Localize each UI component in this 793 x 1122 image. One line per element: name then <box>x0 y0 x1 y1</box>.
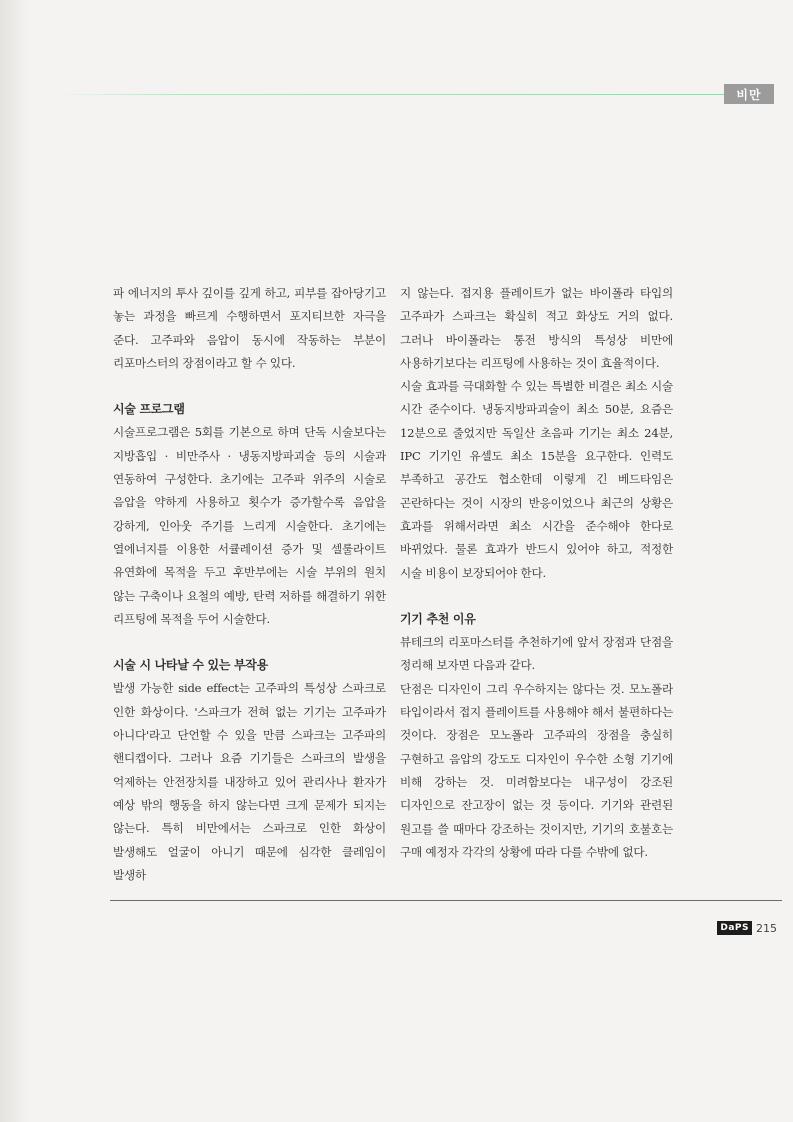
section-heading-recommendation: 기기 추천 이유 <box>400 611 476 626</box>
tip-paragraph: 시술 효과를 극대화할 수 있는 특별한 비결은 최소 시술 시간 준수이다. 냉동지방파괴술이 최소 50분, 요즘은 12분으로 줄었지만 독일산 초음파 기기는 최소 24분, IPC 기기인 유셀도 최소 15분을 요구한다. 인력도 부족하고 공간도 협소한데 이렇게 긴 베드타임은 곤란하다는 것이 시장의 반응이었으나 최근의 상황은 효과를 위해서라면 최소 시간을 준수해야 한다로 바뀌었다. 물론 효과가 반드시 있어야 하고, 적정한 시술 비용이 보장되어야 한다. <box>400 379 673 580</box>
page-number: 215 <box>756 921 777 935</box>
footer <box>717 921 777 935</box>
right-column <box>400 282 673 864</box>
page-gutter-shade <box>0 0 30 1122</box>
continuation-paragraph: 지 않는다. 접지용 플레이트가 없는 바이폴라 타입의 고주파가 스파크는 확실히 적고 화상도 거의 없다. 그러나 바이폴라는 통전 방식의 특성상 비만에 사용하기보다는 리프팅에 사용하는 것이 효율적이다. <box>400 286 673 370</box>
intro-paragraph: 파 에너지의 투사 깊이를 깊게 하고, 피부를 잡아당기고 놓는 과정을 빠르게 수행하면서 포지티브한 자극을 준다. 고주파와 음압이 동시에 작동하는 부분이 리포마스터의 장점이라고 할 수 있다. <box>113 286 386 370</box>
spacer <box>113 375 386 398</box>
program-paragraph: 시술프로그램은 5회를 기본으로 하며 단독 시술보다는 지방흡입 · 비만주사 · 냉동지방파괴술 등의 시술과 연동하여 구성한다. 초기에는 고주파 위주의 시술로 음압을 약하게 사용하고 횟수가 증가할수록 음압을 강하게, 인아웃 주기를 느리게 시술한다. 초기에는 열에너지를 이용한 서큘레이션 증가 및 셀룰라이트 유연화에 목적을 두고 후반부에는 시술 부위의 원치 않는 구축이나 요철의 예방, 탄력 저하를 해결하기 위한 리프팅에 목적을 두어 시술한다. <box>113 425 386 626</box>
side-effects-paragraph: 발생 가능한 side effect는 고주파의 특성상 스파크로 인한 화상이다. '스파크가 전혀 없는 기기는 고주파가 아니다'라고 단언할 수 있을 만큼 스파크는 고주파의 핸디캡이다. 그러나 요즘 기기들은 스파크의 발생을 억제하는 안전장치를 내장하고 있어 관리사나 환자가 예상 밖의 행동을 하지 않는다면 크게 문제가 되지는 않는다. 특히 비만에서는 스파크로 인한 화상이 발생해도 얼굴이 아니기 때문에 심각한 클레임이 발생하 <box>113 681 386 882</box>
recommendation-paragraph: 단점은 디자인이 그리 우수하지는 않다는 것. 모노폴라 타입이라서 접지 플레이트를 사용해야 해서 불편하다는 것이다. 장점은 모노폴라 고주파의 장점을 충실히 구현하고 음압의 강도도 디자인이 우수한 소형 기기에 비해 강하는 것. 미려함보다는 내구성이 강조된 디자인으로 잔고장이 없는 것 등이다. 기기와 관련된 원고를 쓸 때마다 강조하는 것이지만, 기기의 호불호는 구매 예정자 각각의 상황에 따라 다를 수밖에 없다. <box>400 681 673 859</box>
footer-rule <box>110 900 782 901</box>
section-heading-side-effects: 시술 시 나타날 수 있는 부작용 <box>113 658 268 673</box>
spacer <box>113 631 386 654</box>
header-rule <box>55 94 725 95</box>
section-heading-program: 시술 프로그램 <box>113 402 185 417</box>
magazine-logo: DaPS <box>717 921 752 935</box>
spacer <box>400 585 673 608</box>
section-tab: 비만 <box>724 84 774 104</box>
left-column <box>113 282 386 887</box>
recommendation-intro: 뷰테크의 리포마스터를 추천하기에 앞서 장점과 단점을 정리해 보자면 다음과 같다. <box>400 635 673 673</box>
